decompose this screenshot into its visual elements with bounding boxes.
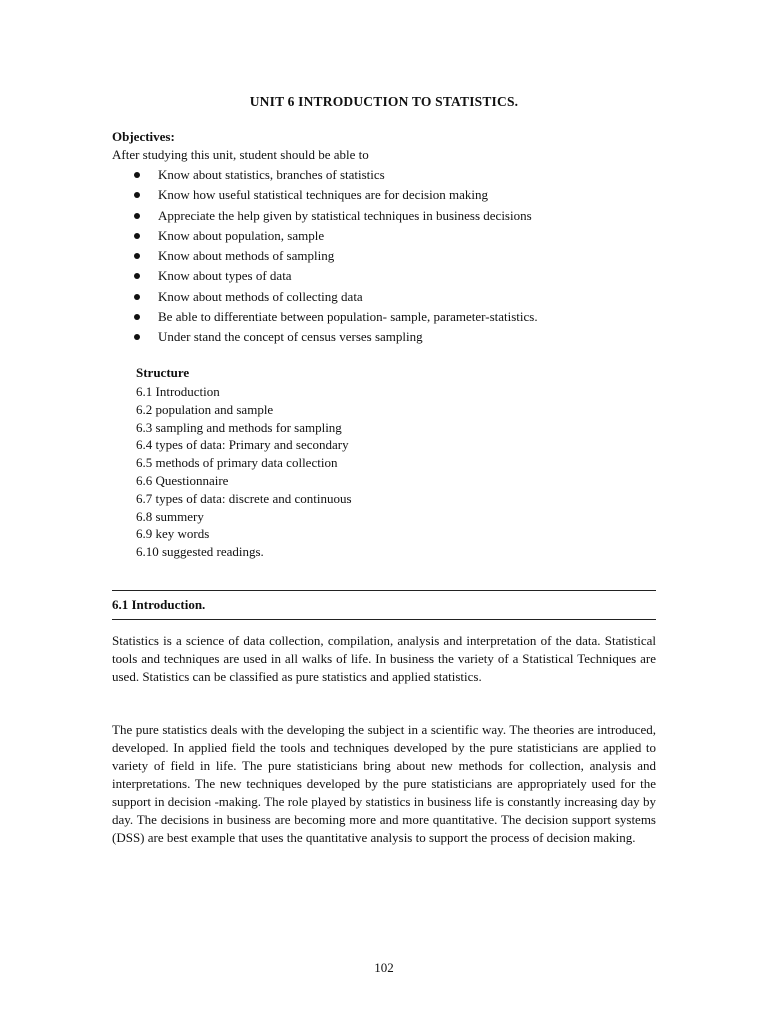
structure-item: 6.7 types of data: discrete and continuous (136, 490, 352, 506)
page-number: 102 (374, 960, 394, 975)
objectives-intro: After studying this unit, student should be able to (112, 147, 369, 162)
structure-heading: Structure (136, 365, 190, 380)
objective-item: Know about methods of sampling (112, 247, 538, 267)
structure-item: 6.6 Questionnaire (136, 472, 229, 488)
bullet-icon (134, 314, 140, 320)
objective-item: Know about statistics, branches of statistics (112, 166, 538, 186)
structure-list (136, 383, 352, 561)
structure-item: 6.5 methods of primary data collection (136, 455, 338, 471)
objectives-heading: Objectives: (112, 129, 175, 144)
paragraph: The pure statistics deals with the developing the subject in a scientific way. The theories are introduced, developed. In applied field the tools and techniques developed by the pure statisticians are applied to variety of field in life. The pure statisticians bring about new methods for collection, analysis and interpretations. The new techniques developed by the pure statisticians are appropriately used for the support in decision -making. The role played by statistics in business life is constantly increasing day by day. The decisions in business are becoming more and more quantitative. The decision support systems (DSS) are best example that uses the quantitative analysis to support the process of decision making. (112, 722, 656, 845)
structure-item: 6.1 Introduction (136, 384, 220, 399)
bullet-icon (134, 273, 140, 279)
objective-item: Know about methods of collecting data (112, 288, 538, 308)
structure-item: 6.10 suggested readings. (136, 544, 264, 560)
section-divider-top (112, 590, 656, 591)
bullet-icon (134, 294, 140, 300)
paragraph: Statistics is a science of data collection, compilation, analysis and interpretation of the data. Statistical tools and techniques are used in all walks of life. In business the variety of a Statistical Techniques are used. Statistics can be classified as pure statistics and applied statistics. (112, 633, 656, 684)
unit-title: UNIT 6 INTRODUCTION TO STATISTICS. (249, 94, 519, 109)
bullet-icon (134, 233, 140, 239)
bullet-icon (134, 192, 140, 198)
bullet-icon (134, 253, 140, 259)
bullet-icon (134, 213, 140, 219)
structure-item: 6.3 sampling and methods for sampling (136, 419, 342, 435)
objectives-list (112, 166, 538, 349)
objective-item: Be able to differentiate between population- sample, parameter-statistics. (112, 308, 538, 328)
bullet-icon (134, 172, 140, 178)
structure-item: 6.8 summery (136, 508, 204, 524)
objective-item: Under stand the concept of census verses sampling (112, 328, 538, 348)
objective-item: Appreciate the help given by statistical techniques in business decisions (112, 207, 538, 227)
structure-item: 6.9 key words (136, 526, 210, 542)
objective-item: Know about types of data (112, 267, 538, 287)
bullet-icon (134, 334, 140, 340)
section-heading: 6.1 Introduction. (112, 597, 206, 612)
structure-item: 6.4 types of data: Primary and secondary (136, 437, 349, 453)
section-divider-bottom (112, 619, 656, 620)
structure-item: 6.2 population and sample (136, 401, 274, 417)
objective-item: Know how useful statistical techniques are for decision making (112, 186, 538, 206)
objective-item: Know about population, sample (112, 227, 538, 247)
